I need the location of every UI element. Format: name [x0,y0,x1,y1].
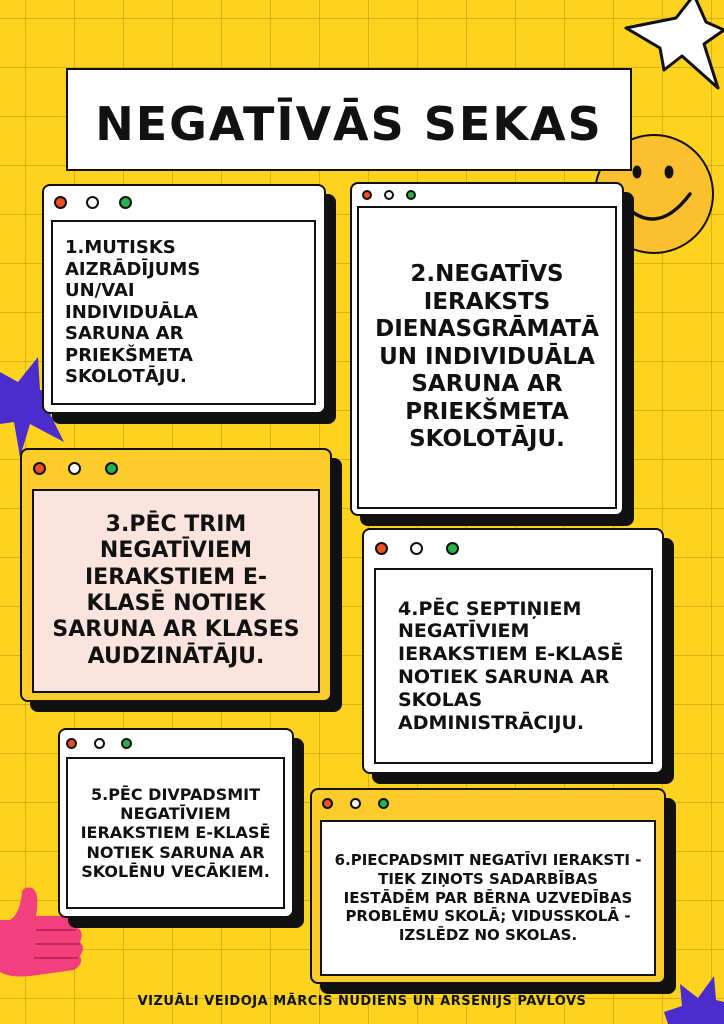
card-3-panel [32,489,320,693]
window-dot-white [86,196,99,209]
window-dot-red [362,190,372,200]
window-dot-white [350,798,361,809]
window-dot-red [375,542,388,555]
card-1-text: 1.MUTISKS AIZRĀDĪJUMS UN/VAI INDIVIDUĀLA SARUNA AR PRIEKŠMETA SKOLOTĀJU. [65,236,201,388]
card-5-panel [66,757,285,909]
window-dot-green [378,798,389,809]
card-5-text: 5.PĒC DIVPADSMIT NEGATĪVIEM IERAKSTIEM E-KLASĒ NOTIEK SARUNA AR SKOLĒNU VECĀKIEM. [80,785,271,881]
card-3-text: 3.PĒC TRIM NEGATĪVIEM IERAKSTIEM E-KLASĒ NOTIEK SARUNA AR KLASES AUDZINĀTĀJU. [52,511,300,669]
window-dot-red [33,462,46,475]
window-dot-red [54,196,67,209]
window-dot-green [119,196,132,209]
card-6-text: 6.PIECPADSMIT NEGATĪVI IERAKSTI - TIEK ZIŅOTS SADARBĪBAS IESTĀDĒM PAR BĒRNA UZVEDĪBAS PROBLĒMU SKOLĀ; VIDUSSKOLĀ - IZSLĒDZ NO SKOLAS. [334,851,642,945]
window-dot-red [322,798,333,809]
card-4 [362,528,664,774]
card-6 [310,788,666,984]
card-1 [42,184,326,414]
card-2 [350,182,624,516]
window-dot-red [66,738,77,749]
title-banner [66,68,632,171]
window-dot-white [384,190,394,200]
card-5 [58,728,294,918]
card-2-text: 2.NEGATĪVS IERAKSTS DIENASGRĀMATĀ UN INDIVIDUĀLA SARUNA AR PRIEKŠMETA SKOLOTĀJU. [375,260,599,453]
card-1-panel [51,220,316,405]
footer-credits: VIZUĀLI VEIDOJA MĀRCIS NUDIENS UN ARSENIJS PAVLOVS [137,994,587,1009]
window-dot-green [105,462,118,475]
window-dot-white [68,462,81,475]
card-2-panel [357,206,617,509]
card-4-panel [374,568,653,764]
window-dot-white [94,738,105,749]
card-6-panel [320,820,656,976]
card-4-text: 4.PĒC SEPTIŅIEM NEGATĪVIEM IERAKSTIEM E-KLASĒ NOTIEK SARUNA AR SKOLAS ADMINISTRĀCIJU. [398,597,624,734]
window-dot-green [406,190,416,200]
window-dot-green [121,738,132,749]
page-title: NEGATĪVĀS SEKAS [95,96,603,151]
window-dot-green [446,542,459,555]
card-3 [20,448,332,702]
window-dot-white [410,542,423,555]
